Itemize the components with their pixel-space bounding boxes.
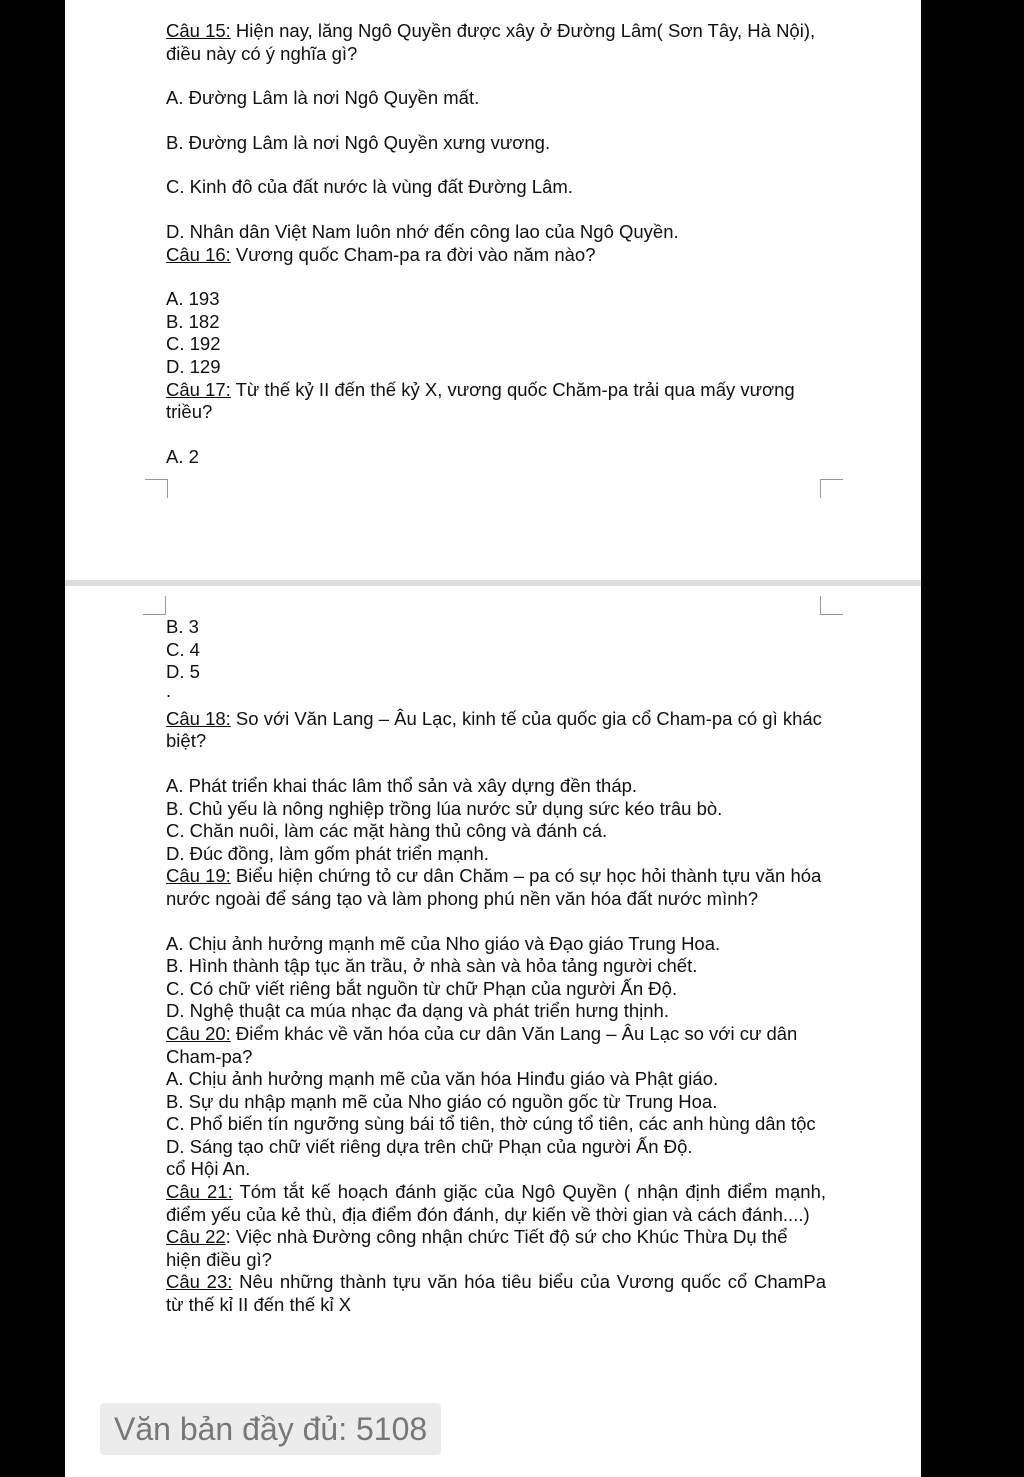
q20-extra-line: cổ Hội An. — [166, 1158, 251, 1180]
q17-option-d: D. 5 — [166, 661, 200, 683]
q17-option-b: B. 3 — [166, 616, 199, 637]
q18-option-b: B. Chủ yếu là nông nghiệp trồng lúa nước sử dụng sức kéo trâu bò. — [166, 797, 723, 819]
question-17-text: Từ thế kỷ II đến thế kỷ X, vương quốc Chăm-pa trải qua mấy vương triều? — [166, 378, 795, 423]
q20-option-d: D. Sáng tạo chữ viết riêng dựa trên chữ Phạn của người Ấn Độ. — [166, 1135, 693, 1157]
question-19-label: Câu 19: — [166, 865, 231, 887]
question-22-label: Câu 22 — [166, 1226, 226, 1248]
question-15-label: Câu 15: — [166, 20, 231, 41]
q16-option-b: B. 182 — [166, 310, 220, 332]
q15-option-c: C. Kinh đô của đất nước là vùng đất Đường Lâm. — [166, 176, 573, 198]
q19-option-b: B. Hình thành tập tục ăn trầu, ở nhà sàn và hỏa tảng người chết. — [166, 955, 698, 977]
q16-option-c: C. 192 — [166, 333, 221, 355]
question-20-label: Câu 20: — [166, 1022, 231, 1044]
question-18 — [166, 708, 826, 753]
question-23 — [166, 1271, 826, 1316]
page-corner-mark-left — [145, 479, 168, 498]
q17-option-c: C. 4 — [166, 638, 200, 660]
page-1-content — [166, 20, 826, 468]
question-22 — [166, 1226, 826, 1271]
question-17-label: Câu 17: — [166, 378, 231, 400]
question-23-text: Nêu những thành tựu văn hóa tiêu biểu của Vương quốc cổ ChamPa từ thế kỉ II đến thế kỉ X — [166, 1271, 827, 1316]
question-20 — [166, 1023, 826, 1068]
page-1 — [65, 0, 921, 580]
question-16-text: Vương quốc Cham-pa ra đời vào năm nào? — [230, 243, 596, 265]
q18-option-c: C. Chăn nuôi, làm các mặt hàng thủ công và đánh cá. — [166, 820, 608, 842]
question-16-label: Câu 16: — [166, 243, 231, 265]
question-23-label: Câu 23: — [166, 1271, 233, 1293]
q15-option-a: A. Đường Lâm là nơi Ngô Quyền mất. — [166, 87, 480, 109]
question-21-text: Tóm tắt kế hoạch đánh giặc của Ngô Quyền ( nhận định điểm mạnh, điểm yếu của kẻ thù, địa điểm đón đánh, dự kiến về thời gian và cách đánh....) — [166, 1181, 827, 1225]
q17-option-a: A. 2 — [166, 445, 199, 467]
q16-option-d: D. 129 — [166, 355, 221, 377]
q20-option-a: A. Chịu ảnh hưởng mạnh mẽ của văn hóa Hinđu giáo và Phật giáo. — [166, 1068, 719, 1090]
q19-option-d: D. Nghệ thuật ca múa nhạc đa dạng và phát triển hưng thịnh. — [166, 1000, 669, 1022]
q15-option-b: B. Đường Lâm là nơi Ngô Quyền xưng vương. — [166, 131, 551, 153]
q19-option-c: C. Có chữ viết riêng bắt nguồn từ chữ Phạn của người Ấn Độ. — [166, 977, 678, 999]
full-text-badge[interactable]: Văn bản đầy đủ: 5108 — [100, 1403, 441, 1455]
q19-option-a: A. Chịu ảnh hưởng mạnh mẽ của Nho giáo và Đạo giáo Trung Hoa. — [166, 932, 721, 954]
stray-dot: . — [166, 679, 172, 701]
question-17 — [166, 379, 826, 424]
question-21 — [166, 1181, 826, 1226]
question-19 — [166, 865, 826, 910]
q18-option-a: A. Phát triển khai thác lâm thổ sản và xây dựng đền tháp. — [166, 774, 638, 796]
question-22-text: : Việc nhà Đường công nhận chức Tiết độ sứ cho Khúc Thừa Dụ thể hiện điều gì? — [166, 1226, 788, 1270]
question-18-text: So với Văn Lang – Âu Lạc, kinh tế của quốc gia cổ Cham-pa có gì khác biệt? — [166, 707, 822, 752]
q16-option-a: A. 193 — [166, 288, 220, 310]
page-corner-mark-right — [820, 596, 843, 615]
page-2 — [65, 586, 921, 1477]
question-19-text: Biểu hiện chứng tỏ cư dân Chăm – pa có sự học hỏi thành tựu văn hóa nước ngoài để sáng tạo và làm phong phú nền văn hóa đất nước mình? — [166, 865, 822, 909]
page-2-content — [166, 616, 826, 1317]
page-corner-mark-left — [143, 596, 166, 615]
page-corner-mark-right — [820, 479, 843, 498]
question-20-text: Điểm khác về văn hóa của cư dân Văn Lang – Âu Lạc so với cư dân Cham-pa? — [166, 1022, 798, 1067]
q20-option-c: C. Phổ biến tín ngưỡng sùng bái tổ tiên, thờ cúng tổ tiên, các anh hùng dân tộc — [166, 1113, 816, 1135]
question-15 — [166, 20, 826, 65]
q20-option-b: B. Sự du nhập mạnh mẽ của Nho giáo có nguồn gốc từ Trung Hoa. — [166, 1090, 718, 1112]
question-16 — [166, 244, 826, 267]
q15-option-d: D. Nhân dân Việt Nam luôn nhớ đến công lao của Ngô Quyền. — [166, 220, 679, 242]
q18-option-d: D. Đúc đồng, làm gốm phát triển mạnh. — [166, 842, 489, 864]
question-21-label: Câu 21: — [166, 1181, 233, 1203]
question-18-label: Câu 18: — [166, 707, 231, 729]
question-15-text: Hiện nay, lăng Ngô Quyền được xây ở Đường Lâm( Sơn Tây, Hà Nội), điều này có ý nghĩa gì? — [166, 20, 816, 64]
